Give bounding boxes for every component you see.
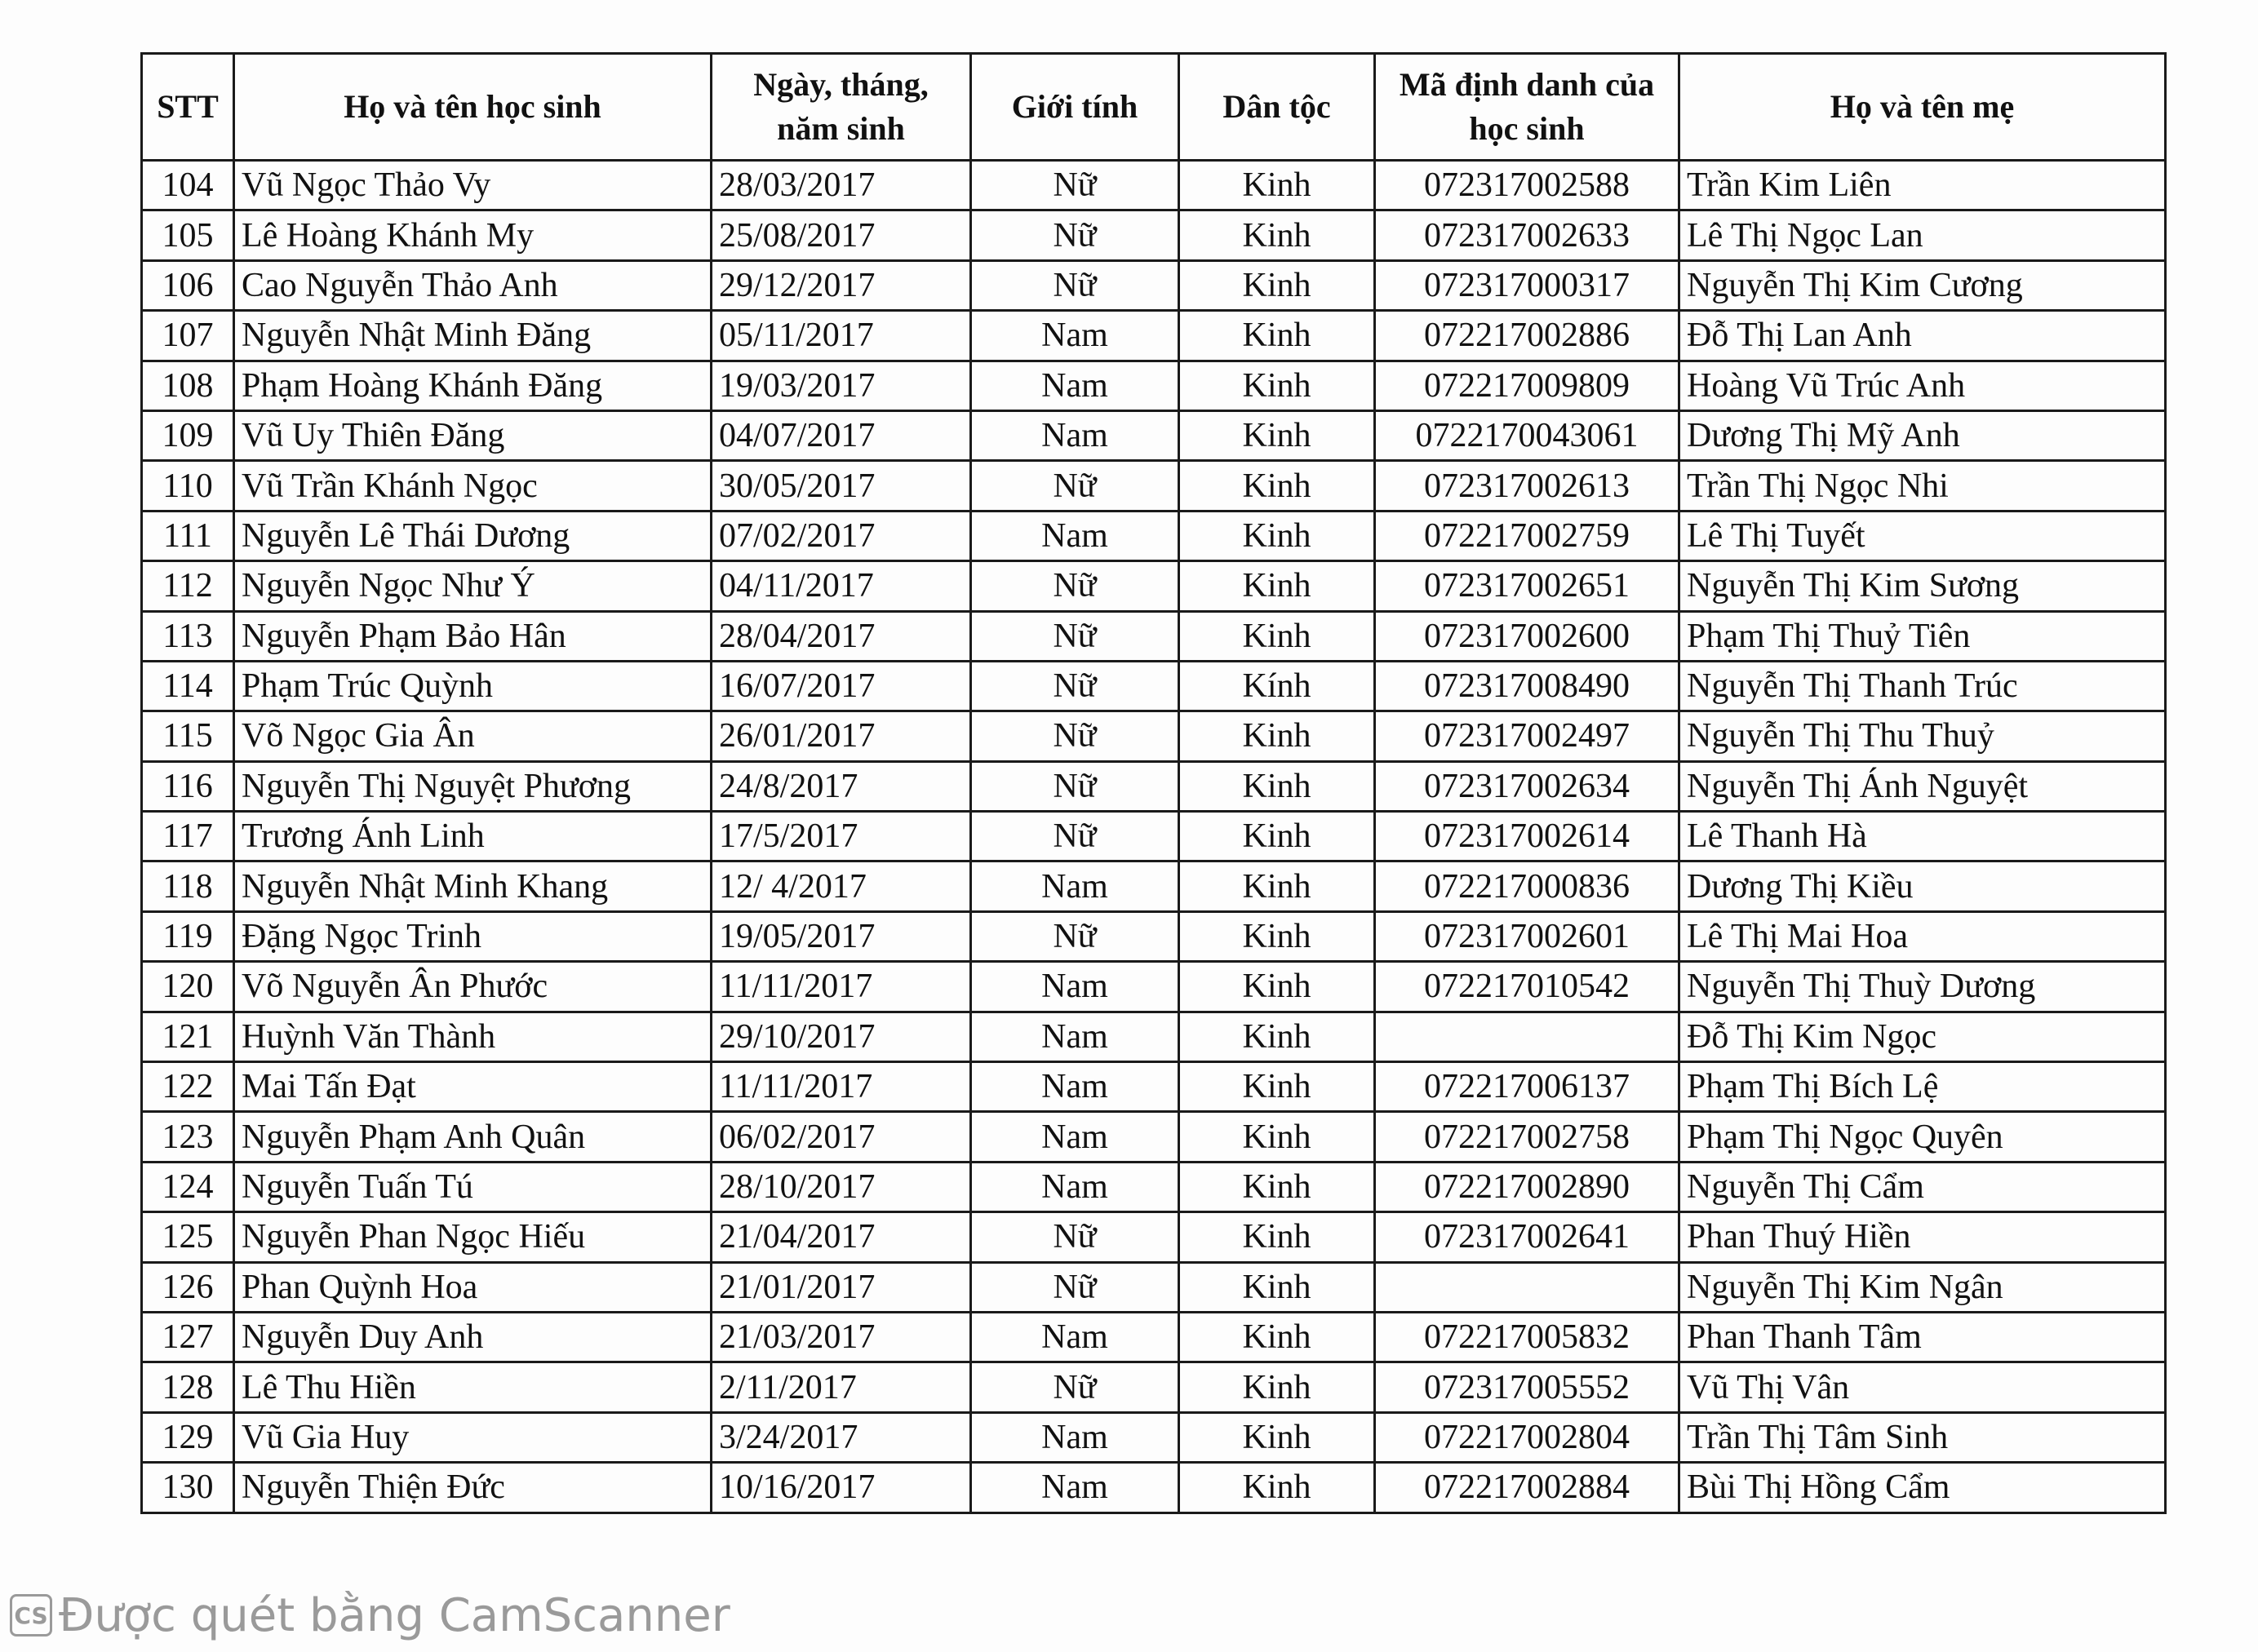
cell-gender: Nam <box>971 861 1179 911</box>
cell-student-name: Nguyễn Thị Nguyệt Phương <box>234 761 712 811</box>
cell-mother-name: Bùi Thị Hồng Cẩm <box>1679 1463 2166 1512</box>
cell-ethnicity: Kinh <box>1179 461 1375 511</box>
cell-mother-name: Nguyễn Thị Thu Thuỷ <box>1679 711 2166 761</box>
cell-dob: 30/05/2017 <box>712 461 971 511</box>
cell-student-id <box>1375 1262 1679 1312</box>
cell-student-id: 072217002758 <box>1375 1112 1679 1162</box>
cell-stt: 124 <box>142 1162 234 1211</box>
cell-mother-name: Phạm Thị Bích Lệ <box>1679 1062 2166 1112</box>
cell-dob: 29/12/2017 <box>712 260 971 310</box>
cell-gender: Nam <box>971 511 1179 560</box>
table-row <box>142 761 2166 811</box>
cell-student-id: 072317002613 <box>1375 461 1679 511</box>
table-row <box>142 161 2166 210</box>
cell-stt: 128 <box>142 1362 234 1412</box>
cell-gender: Nữ <box>971 1262 1179 1312</box>
cell-ethnicity: Kinh <box>1179 1062 1375 1112</box>
table-row <box>142 962 2166 1012</box>
cell-stt: 110 <box>142 461 234 511</box>
cell-dob: 04/07/2017 <box>712 410 971 460</box>
table-row <box>142 361 2166 410</box>
cell-ethnicity: Kinh <box>1179 1112 1375 1162</box>
cell-ethnicity: Kinh <box>1179 561 1375 611</box>
cell-student-name: Nguyễn Phạm Anh Quân <box>234 1112 712 1162</box>
cell-stt: 122 <box>142 1062 234 1112</box>
cell-dob: 29/10/2017 <box>712 1012 971 1061</box>
cell-stt: 125 <box>142 1212 234 1262</box>
student-roster-table <box>140 52 2167 1514</box>
cell-student-name: Vũ Uy Thiên Đăng <box>234 410 712 460</box>
cell-student-id <box>1375 1012 1679 1061</box>
cell-gender: Nữ <box>971 561 1179 611</box>
cell-student-id: 072217002759 <box>1375 511 1679 560</box>
cell-ethnicity: Kinh <box>1179 1262 1375 1312</box>
cell-stt: 129 <box>142 1412 234 1462</box>
cell-gender: Nữ <box>971 161 1179 210</box>
table-body <box>142 161 2166 1513</box>
cell-gender: Nữ <box>971 661 1179 711</box>
cell-gender: Nữ <box>971 461 1179 511</box>
header-student-id: Mã định danh của học sinh <box>1375 54 1679 161</box>
cell-student-name: Nguyễn Ngọc Như Ý <box>234 561 712 611</box>
cell-student-name: Mai Tấn Đạt <box>234 1062 712 1112</box>
cell-student-name: Nguyễn Duy Anh <box>234 1312 712 1362</box>
cell-gender: Nam <box>971 1463 1179 1512</box>
cell-dob: 28/04/2017 <box>712 611 971 661</box>
watermark-text: Được quét bằng CamScanner <box>59 1588 730 1642</box>
header-ethnicity: Dân tộc <box>1179 54 1375 161</box>
cell-student-id: 072217009809 <box>1375 361 1679 410</box>
cell-student-id: 072317008490 <box>1375 661 1679 711</box>
table-row <box>142 1012 2166 1061</box>
table-row <box>142 812 2166 861</box>
cell-stt: 127 <box>142 1312 234 1362</box>
cell-student-name: Lê Thu Hiền <box>234 1362 712 1412</box>
cell-stt: 116 <box>142 761 234 811</box>
table-row <box>142 561 2166 611</box>
cell-gender: Nam <box>971 962 1179 1012</box>
cell-mother-name: Phạm Thị Thuỷ Tiên <box>1679 611 2166 661</box>
cell-student-id: 072317002600 <box>1375 611 1679 661</box>
table-row <box>142 711 2166 761</box>
cell-mother-name: Dương Thị Mỹ Anh <box>1679 410 2166 460</box>
cell-ethnicity: Kinh <box>1179 361 1375 410</box>
cell-dob: 3/24/2017 <box>712 1412 971 1462</box>
cell-mother-name: Đỗ Thị Kim Ngọc <box>1679 1012 2166 1061</box>
cell-dob: 06/02/2017 <box>712 1112 971 1162</box>
cell-dob: 16/07/2017 <box>712 661 971 711</box>
cell-stt: 111 <box>142 511 234 560</box>
header-mother-name: Họ và tên mẹ <box>1679 54 2166 161</box>
cell-student-id: 072217002890 <box>1375 1162 1679 1211</box>
cell-mother-name: Nguyễn Thị Ánh Nguyệt <box>1679 761 2166 811</box>
cell-student-id: 072317000317 <box>1375 260 1679 310</box>
cell-ethnicity: Kinh <box>1179 711 1375 761</box>
cell-dob: 10/16/2017 <box>712 1463 971 1512</box>
scanner-watermark <box>10 1587 730 1644</box>
cell-student-name: Phan Quỳnh Hoa <box>234 1262 712 1312</box>
cell-dob: 2/11/2017 <box>712 1362 971 1412</box>
cell-student-name: Vũ Gia Huy <box>234 1412 712 1462</box>
cell-stt: 109 <box>142 410 234 460</box>
cell-gender: Nam <box>971 1112 1179 1162</box>
cell-student-name: Vũ Trần Khánh Ngọc <box>234 461 712 511</box>
cell-gender: Nam <box>971 1162 1179 1211</box>
cell-student-id: 072317005552 <box>1375 1362 1679 1412</box>
cell-student-name: Nguyễn Nhật Minh Đăng <box>234 311 712 361</box>
table-row <box>142 511 2166 560</box>
cell-mother-name: Dương Thị Kiều <box>1679 861 2166 911</box>
cell-mother-name: Vũ Thị Vân <box>1679 1362 2166 1412</box>
cell-ethnicity: Kinh <box>1179 1412 1375 1462</box>
cell-gender: Nam <box>971 1062 1179 1112</box>
cell-ethnicity: Kinh <box>1179 1162 1375 1211</box>
cell-dob: 19/03/2017 <box>712 361 971 410</box>
cell-mother-name: Đỗ Thị Lan Anh <box>1679 311 2166 361</box>
cell-dob: 12/ 4/2017 <box>712 861 971 911</box>
cell-dob: 19/05/2017 <box>712 911 971 961</box>
cell-ethnicity: Kinh <box>1179 1012 1375 1061</box>
cell-stt: 114 <box>142 661 234 711</box>
cell-gender: Nam <box>971 1312 1179 1362</box>
cell-ethnicity: Kinh <box>1179 1312 1375 1362</box>
cell-gender: Nam <box>971 361 1179 410</box>
cell-dob: 07/02/2017 <box>712 511 971 560</box>
cell-mother-name: Phan Thuý Hiền <box>1679 1212 2166 1262</box>
cell-mother-name: Phạm Thị Ngọc Quyên <box>1679 1112 2166 1162</box>
cell-student-id: 072317002641 <box>1375 1212 1679 1262</box>
cell-dob: 26/01/2017 <box>712 711 971 761</box>
cell-mother-name: Lê Thị Mai Hoa <box>1679 911 2166 961</box>
header-dob: Ngày, tháng, năm sinh <box>712 54 971 161</box>
cell-student-name: Lê Hoàng Khánh My <box>234 210 712 260</box>
cell-ethnicity: Kinh <box>1179 761 1375 811</box>
cell-student-id: 072317002634 <box>1375 761 1679 811</box>
cell-stt: 104 <box>142 161 234 210</box>
table-row <box>142 611 2166 661</box>
header-stt: STT <box>142 54 234 161</box>
cell-stt: 106 <box>142 260 234 310</box>
cell-student-name: Nguyễn Phan Ngọc Hiếu <box>234 1212 712 1262</box>
cell-gender: Nam <box>971 1012 1179 1061</box>
cell-ethnicity: Kinh <box>1179 611 1375 661</box>
cell-ethnicity: Kinh <box>1179 962 1375 1012</box>
cell-mother-name: Nguyễn Thị Thuỳ Dương <box>1679 962 2166 1012</box>
header-row <box>142 54 2166 161</box>
cell-ethnicity: Kinh <box>1179 812 1375 861</box>
cell-student-id: 072217002886 <box>1375 311 1679 361</box>
cell-dob: 04/11/2017 <box>712 561 971 611</box>
table-row <box>142 1362 2166 1412</box>
table-row <box>142 1412 2166 1462</box>
cell-stt: 123 <box>142 1112 234 1162</box>
cell-stt: 108 <box>142 361 234 410</box>
cell-gender: Nữ <box>971 911 1179 961</box>
cell-stt: 120 <box>142 962 234 1012</box>
cell-mother-name: Trần Kim Liên <box>1679 161 2166 210</box>
table-row <box>142 911 2166 961</box>
cell-mother-name: Nguyễn Thị Kim Cương <box>1679 260 2166 310</box>
cell-mother-name: Nguyễn Thị Kim Ngân <box>1679 1262 2166 1312</box>
cell-dob: 11/11/2017 <box>712 1062 971 1112</box>
cell-student-id: 072217000836 <box>1375 861 1679 911</box>
cell-dob: 21/04/2017 <box>712 1212 971 1262</box>
table-header <box>142 54 2166 161</box>
table-row <box>142 311 2166 361</box>
cell-student-name: Huỳnh Văn Thành <box>234 1012 712 1061</box>
cell-student-name: Cao Nguyễn Thảo Anh <box>234 260 712 310</box>
cell-ethnicity: Kính <box>1179 661 1375 711</box>
cell-dob: 21/03/2017 <box>712 1312 971 1362</box>
cell-ethnicity: Kinh <box>1179 260 1375 310</box>
cell-gender: Nữ <box>971 611 1179 661</box>
cell-ethnicity: Kinh <box>1179 311 1375 361</box>
cell-stt: 117 <box>142 812 234 861</box>
table-row <box>142 1262 2166 1312</box>
table-row <box>142 1212 2166 1262</box>
cell-mother-name: Trần Thị Ngọc Nhi <box>1679 461 2166 511</box>
cell-student-name: Phạm Trúc Quỳnh <box>234 661 712 711</box>
cell-gender: Nam <box>971 311 1179 361</box>
cell-gender: Nữ <box>971 711 1179 761</box>
cell-student-name: Nguyễn Phạm Bảo Hân <box>234 611 712 661</box>
cell-mother-name: Nguyễn Thị Kim Sương <box>1679 561 2166 611</box>
cell-mother-name: Lê Thanh Hà <box>1679 812 2166 861</box>
table-row <box>142 861 2166 911</box>
table-row <box>142 260 2166 310</box>
cell-student-id: 072217002804 <box>1375 1412 1679 1462</box>
cell-stt: 112 <box>142 561 234 611</box>
cell-student-name: Nguyễn Thiện Đức <box>234 1463 712 1512</box>
cell-gender: Nữ <box>971 260 1179 310</box>
cell-ethnicity: Kinh <box>1179 410 1375 460</box>
cell-ethnicity: Kinh <box>1179 511 1375 560</box>
cell-ethnicity: Kinh <box>1179 161 1375 210</box>
cell-dob: 25/08/2017 <box>712 210 971 260</box>
cell-ethnicity: Kinh <box>1179 1212 1375 1262</box>
table-row <box>142 1112 2166 1162</box>
cell-dob: 21/01/2017 <box>712 1262 971 1312</box>
camscanner-logo-icon: CS <box>10 1594 52 1636</box>
cell-gender: Nữ <box>971 210 1179 260</box>
cell-dob: 11/11/2017 <box>712 962 971 1012</box>
cell-stt: 115 <box>142 711 234 761</box>
table-row <box>142 1312 2166 1362</box>
cell-stt: 113 <box>142 611 234 661</box>
cell-student-name: Phạm Hoàng Khánh Đăng <box>234 361 712 410</box>
cell-stt: 105 <box>142 210 234 260</box>
cell-dob: 17/5/2017 <box>712 812 971 861</box>
cell-student-id: 072217006137 <box>1375 1062 1679 1112</box>
cell-gender: Nữ <box>971 761 1179 811</box>
cell-gender: Nam <box>971 410 1179 460</box>
cell-stt: 130 <box>142 1463 234 1512</box>
cell-ethnicity: Kinh <box>1179 861 1375 911</box>
cell-mother-name: Phan Thanh Tâm <box>1679 1312 2166 1362</box>
cell-dob: 28/10/2017 <box>712 1162 971 1211</box>
cell-dob: 28/03/2017 <box>712 161 971 210</box>
cell-gender: Nam <box>971 1412 1179 1462</box>
cell-student-id: 072317002651 <box>1375 561 1679 611</box>
cell-stt: 119 <box>142 911 234 961</box>
cell-student-id: 072317002601 <box>1375 911 1679 961</box>
cell-mother-name: Nguyễn Thị Cẩm <box>1679 1162 2166 1211</box>
cell-ethnicity: Kinh <box>1179 210 1375 260</box>
cell-student-id: 072317002497 <box>1375 711 1679 761</box>
cell-student-name: Võ Ngọc Gia Ân <box>234 711 712 761</box>
table-row <box>142 1162 2166 1211</box>
table-row <box>142 1062 2166 1112</box>
cell-stt: 126 <box>142 1262 234 1312</box>
header-gender: Giới tính <box>971 54 1179 161</box>
cell-stt: 107 <box>142 311 234 361</box>
cell-student-name: Nguyễn Nhật Minh Khang <box>234 861 712 911</box>
cell-mother-name: Lê Thị Tuyết <box>1679 511 2166 560</box>
table-row <box>142 461 2166 511</box>
cell-gender: Nữ <box>971 1212 1179 1262</box>
header-student-name: Họ và tên học sinh <box>234 54 712 161</box>
cell-mother-name: Trần Thị Tâm Sinh <box>1679 1412 2166 1462</box>
table-row <box>142 210 2166 260</box>
cell-student-id: 0722170043061 <box>1375 410 1679 460</box>
cell-stt: 118 <box>142 861 234 911</box>
cell-dob: 24/8/2017 <box>712 761 971 811</box>
cell-student-id: 072317002633 <box>1375 210 1679 260</box>
cell-dob: 05/11/2017 <box>712 311 971 361</box>
cell-gender: Nữ <box>971 1362 1179 1412</box>
cell-ethnicity: Kinh <box>1179 1463 1375 1512</box>
cell-mother-name: Hoàng Vũ Trúc Anh <box>1679 361 2166 410</box>
cell-student-name: Nguyễn Tuấn Tú <box>234 1162 712 1211</box>
cell-student-name: Đặng Ngọc Trinh <box>234 911 712 961</box>
cell-student-id: 072217010542 <box>1375 962 1679 1012</box>
cell-student-id: 072217002884 <box>1375 1463 1679 1512</box>
cell-mother-name: Lê Thị Ngọc Lan <box>1679 210 2166 260</box>
cell-student-id: 072217005832 <box>1375 1312 1679 1362</box>
table-row <box>142 1463 2166 1512</box>
cell-stt: 121 <box>142 1012 234 1061</box>
cell-student-id: 072317002588 <box>1375 161 1679 210</box>
cell-student-id: 072317002614 <box>1375 812 1679 861</box>
cell-ethnicity: Kinh <box>1179 1362 1375 1412</box>
cell-mother-name: Nguyễn Thị Thanh Trúc <box>1679 661 2166 711</box>
cell-gender: Nữ <box>971 812 1179 861</box>
cell-student-name: Nguyễn Lê Thái Dương <box>234 511 712 560</box>
table-row <box>142 410 2166 460</box>
cell-ethnicity: Kinh <box>1179 911 1375 961</box>
cell-student-name: Võ Nguyễn Ân Phước <box>234 962 712 1012</box>
cell-student-name: Vũ Ngọc Thảo Vy <box>234 161 712 210</box>
cell-student-name: Trương Ánh Linh <box>234 812 712 861</box>
table-row <box>142 661 2166 711</box>
